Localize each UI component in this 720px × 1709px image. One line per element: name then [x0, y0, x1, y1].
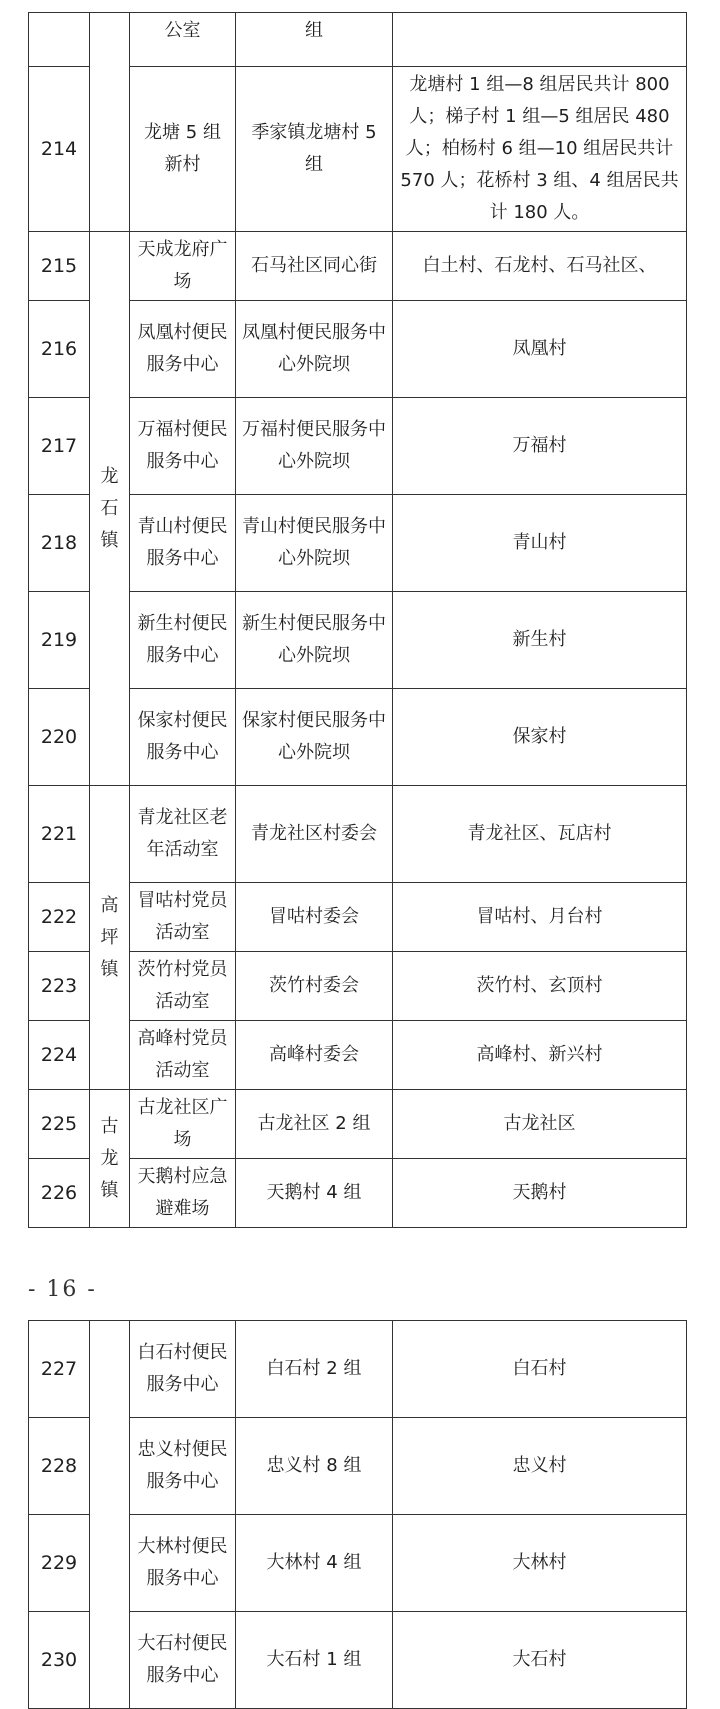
shelter-name: 天成龙府广场	[130, 232, 236, 301]
row-number: 224	[29, 1021, 90, 1090]
shelter-name: 古龙社区广场	[130, 1090, 236, 1159]
row-number: 215	[29, 232, 90, 301]
shelter-location: 青龙社区村委会	[236, 786, 393, 883]
coverage-area: 大林村	[393, 1515, 687, 1612]
shelter-location: 白石村 2 组	[236, 1321, 393, 1418]
coverage-area: 龙塘村 1 组—8 组居民共计 800 人；梯子村 1 组—5 组居民 480 人；柏杨村 6 组—10 组居民共计 570 人；花桥村 3 组、4 组居民共计 180 人。	[393, 67, 687, 232]
coverage-area: 大石村	[393, 1612, 687, 1709]
town-name-gaoping: 高坪镇	[90, 786, 130, 1090]
coverage-area: 白石村	[393, 1321, 687, 1418]
coverage-area: 白土村、石龙村、石马社区、	[393, 232, 687, 301]
shelter-name: 凤凰村便民服务中心	[130, 301, 236, 398]
table-row	[29, 13, 687, 67]
town-name-longshi: 龙石镇	[90, 232, 130, 786]
shelter-name: 青龙社区老年活动室	[130, 786, 236, 883]
coverage-area: 青龙社区、瓦店村	[393, 786, 687, 883]
coverage-area: 凤凰村	[393, 301, 687, 398]
row-number: 228	[29, 1418, 90, 1515]
shelter-location: 高峰村委会	[236, 1021, 393, 1090]
coverage-area: 古龙社区	[393, 1090, 687, 1159]
shelter-name: 万福村便民服务中心	[130, 398, 236, 495]
table-row	[29, 1090, 687, 1159]
coverage-area: 冒咕村、月台村	[393, 883, 687, 952]
coverage-area: 新生村	[393, 592, 687, 689]
row-number: 220	[29, 689, 90, 786]
shelter-location: 组	[236, 13, 393, 67]
coverage-area: 保家村	[393, 689, 687, 786]
row-number: 218	[29, 495, 90, 592]
shelter-location: 茨竹村委会	[236, 952, 393, 1021]
shelter-location: 万福村便民服务中心外院坝	[236, 398, 393, 495]
town-cell-continued	[90, 1321, 130, 1709]
shelter-location: 古龙社区 2 组	[236, 1090, 393, 1159]
table-row	[29, 786, 687, 883]
shelter-name: 白石村便民服务中心	[130, 1321, 236, 1418]
shelter-name: 新生村便民服务中心	[130, 592, 236, 689]
shelter-name: 大林村便民服务中心	[130, 1515, 236, 1612]
table-row	[29, 232, 687, 301]
row-number: 227	[29, 1321, 90, 1418]
town-cell-continued	[90, 13, 130, 232]
town-name-gulong: 古龙镇	[90, 1090, 130, 1228]
row-number: 216	[29, 301, 90, 398]
row-number: 229	[29, 1515, 90, 1612]
coverage-area: 天鹅村	[393, 1159, 687, 1228]
shelter-location: 石马社区同心街	[236, 232, 393, 301]
shelter-location: 保家村便民服务中心外院坝	[236, 689, 393, 786]
coverage-area: 青山村	[393, 495, 687, 592]
shelter-location: 天鹅村 4 组	[236, 1159, 393, 1228]
shelter-table-page-17	[28, 1320, 687, 1709]
shelter-location: 大石村 1 组	[236, 1612, 393, 1709]
shelter-location: 冒咕村委会	[236, 883, 393, 952]
shelter-name: 忠义村便民服务中心	[130, 1418, 236, 1515]
table-row	[29, 1321, 687, 1418]
shelter-location: 凤凰村便民服务中心外院坝	[236, 301, 393, 398]
coverage-area: 万福村	[393, 398, 687, 495]
row-number: 230	[29, 1612, 90, 1709]
shelter-location: 季家镇龙塘村 5 组	[236, 67, 393, 232]
row-number: 214	[29, 67, 90, 232]
row-number: 222	[29, 883, 90, 952]
row-number: 219	[29, 592, 90, 689]
coverage-area: 高峰村、新兴村	[393, 1021, 687, 1090]
shelter-name: 冒咕村党员活动室	[130, 883, 236, 952]
shelter-location: 大林村 4 组	[236, 1515, 393, 1612]
coverage-area: 茨竹村、玄顶村	[393, 952, 687, 1021]
row-number: 217	[29, 398, 90, 495]
shelter-name: 龙塘 5 组新村	[130, 67, 236, 232]
shelter-location: 忠义村 8 组	[236, 1418, 393, 1515]
coverage-area: 忠义村	[393, 1418, 687, 1515]
shelter-table-page-16	[28, 12, 687, 1228]
row-number: 223	[29, 952, 90, 1021]
shelter-name: 保家村便民服务中心	[130, 689, 236, 786]
row-number: 221	[29, 786, 90, 883]
row-number	[29, 13, 90, 67]
row-number: 225	[29, 1090, 90, 1159]
coverage-area	[393, 13, 687, 67]
shelter-location: 青山村便民服务中心外院坝	[236, 495, 393, 592]
shelter-name: 公室	[130, 13, 236, 67]
shelter-name: 天鹅村应急避难场	[130, 1159, 236, 1228]
shelter-name: 茨竹村党员活动室	[130, 952, 236, 1021]
page-number: - 16 -	[28, 1277, 97, 1302]
shelter-name: 大石村便民服务中心	[130, 1612, 236, 1709]
shelter-name: 高峰村党员活动室	[130, 1021, 236, 1090]
shelter-location: 新生村便民服务中心外院坝	[236, 592, 393, 689]
row-number: 226	[29, 1159, 90, 1228]
shelter-name: 青山村便民服务中心	[130, 495, 236, 592]
